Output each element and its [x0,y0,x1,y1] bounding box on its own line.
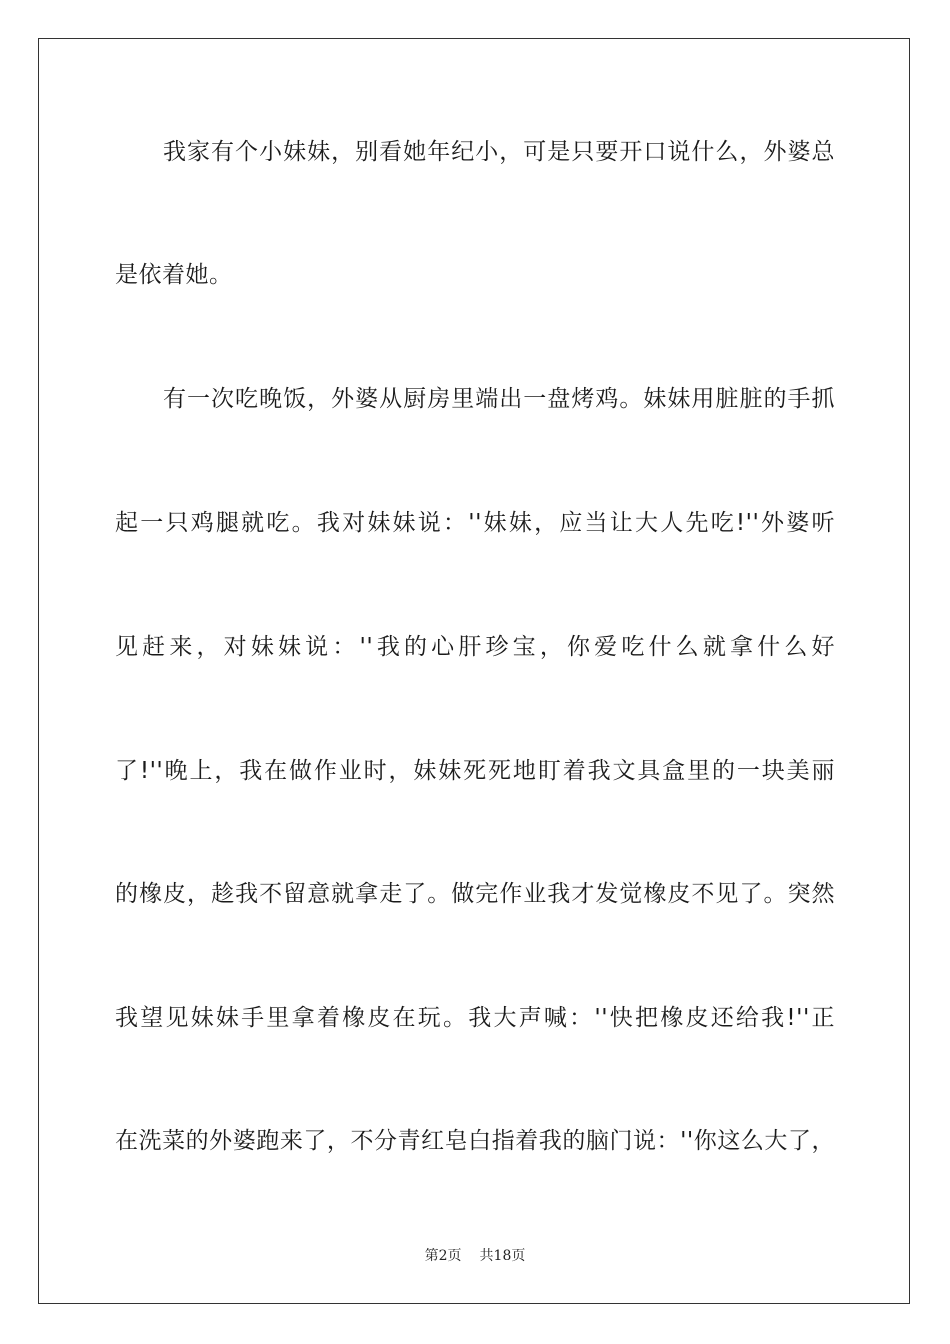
text-line: 了!''晚上，我在做作业时，妹妹死死地盯着我文具盒里的一块美丽 [115,758,835,784]
page-frame [38,38,910,1304]
text-line: 起一只鸡腿就吃。我对妹妹说：''妹妹，应当让大人先吃!''外婆听 [115,510,835,536]
text-line: 我家有个小妹妹，别看她年纪小，可是只要开口说什么，外婆总 [163,139,835,165]
page-footer [0,1245,950,1265]
text-line: 的橡皮，趁我不留意就拿走了。做完作业我才发觉橡皮不见了。突然 [115,881,835,907]
text-line: 在洗菜的外婆跑来了，不分青红皂白指着我的脑门说：''你这么大了， [115,1128,835,1154]
text-line: 是依着她。 [115,262,233,288]
text-line: 有一次吃晚饭，外婆从厨房里端出一盘烤鸡。妹妹用脏脏的手抓 [163,386,835,412]
text-line: 见赶来，对妹妹说：''我的心肝珍宝，你爱吃什么就拿什么好 [115,634,835,660]
page-number: 第2页 [424,1248,462,1264]
page-total: 共18页 [479,1248,526,1264]
text-line: 我望见妹妹手里拿着橡皮在玩。我大声喊：''快把橡皮还给我!''正 [115,1005,835,1031]
